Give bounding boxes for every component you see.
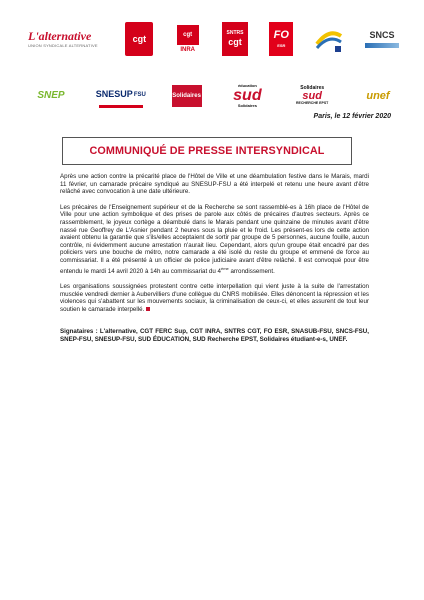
paragraph-2: Les précaires de l'Enseignement supérieur et de la Recherche se sont rassemblé-es à 16h place de l'Hôtel de Ville pour une action symbolique et des prises de parole aux côtés de précaires d'autres secteurs. Après ce rassemblement, le joyeux cortège a déambulé dans le Marais pendant une quinzaine de minutes avant d'être nassé rue Geoffrey de L'Asnier pendant 2 heures sous la pluie et le froid. Les présent-es lors de cette action avaient obtenu la garantie que s'ils/elles acceptaient de sortir par groupe de 5 personnes, aucune fouille, aucun contrôle, ni évidemment aucune arrestation n'aurait lieu. Cependant, alors qu'un groupe était encadré par des policiers vers une bouche de métro, notre camarade a été isolé du reste du groupe et emmené de force au commissariat. Il a été présenté à un officier de police judiciaire avant d'être relâché. Il est convoqué pour être entendu le mardi 14 avril 2020 à 14h au commissariat du 4ème arrondissement. (60, 203, 369, 275)
snasub-fsu-logo (315, 24, 343, 54)
sntrs-cgt-logo: SNTRS cgt (222, 22, 248, 56)
unef-logo: unef (366, 89, 390, 102)
paragraph-3: Les organisations soussignées protestent contre cette interpellation qui vient juste à la suite de l'arrestation musclée vendredi dernier à Aubervilliers d'une collègue du CNRS mobilisée. Elles dénoncent la répression et les violences qui s'abattent sur les mouvements sociaux, la criminalisation de ceux-ci, et elles assurent de tout leur soutien le camarade interpellé. (60, 283, 369, 313)
title-box (62, 137, 352, 165)
end-square-icon (146, 307, 150, 311)
union-logos (28, 18, 400, 114)
logo-row-2 (28, 78, 400, 114)
cgt-ferc-sup-logo: cgt (125, 22, 153, 56)
press-release-body (60, 173, 369, 353)
sncs-logo: SNCS (364, 26, 400, 52)
lalternative-logo: L'alternative UNION SYNDICALE ALTERNATIVE (28, 29, 98, 48)
date-line: Paris, le 12 février 2020 (313, 113, 391, 120)
paragraph-1: Après une action contre la précarité place de l'Hôtel de Ville et une déambulation festive dans le Marais, mardi 11 février, un camarade précaire syndiqué au SNESUP-FSU a été interpelé et retenu une heure avant d'être relâché avec convocation à une date ultérieure. (60, 173, 369, 196)
page-title: COMMUNIQUÉ DE PRESSE INTERSYNDICAL (89, 145, 325, 157)
snesup-fsu-logo: SNESUP FSU (99, 85, 143, 108)
sud-education-logo: éducation sud Solidaires (233, 83, 262, 108)
fo-esr-logo: FO ESR (269, 22, 293, 56)
solidaires-etudiant-logo: Solidaires (172, 85, 202, 107)
logo-row-1 (28, 18, 400, 60)
signatories: Signataires : L'alternative, CGT FERC Sup, CGT INRA, SNTRS CGT, FO ESR, SNASUB-FSU, SNCS-FSU, SNEP-FSU, SNESUP-FSU, SUD ÉDUCATION, SUD Recherche EPST, Solidaires étudiant-e-s, UNEF. (60, 327, 369, 344)
cgt-inra-logo: cgt INRA (175, 19, 201, 59)
snep-fsu-logo: SNEP (37, 90, 65, 101)
sud-recherche-logo: Solidaires sud RECHERCHE EPST (296, 85, 329, 106)
